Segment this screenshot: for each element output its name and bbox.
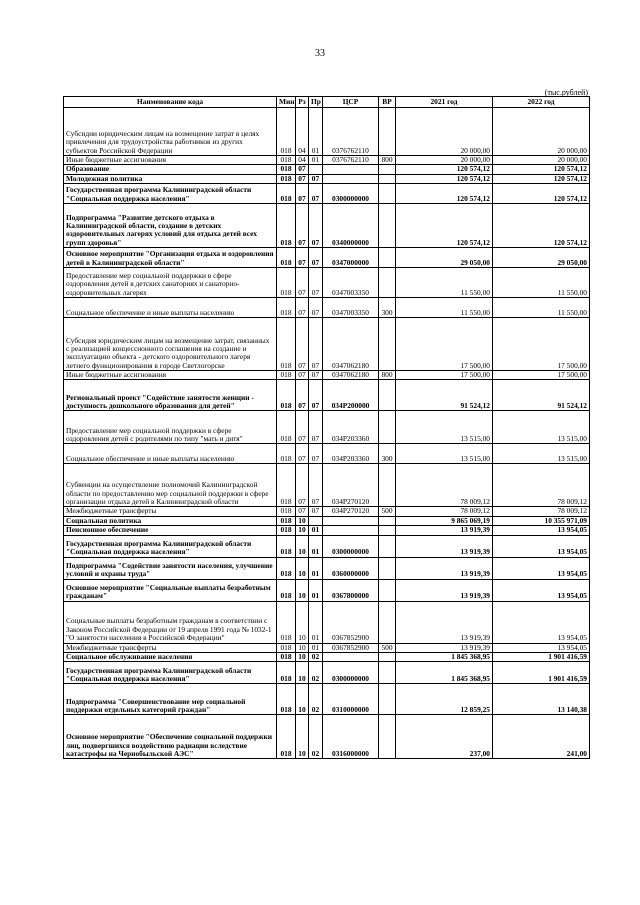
cell-name: Социальная политика <box>64 516 277 525</box>
cell-2021: 11 550,00 <box>396 298 493 318</box>
cell-2021: 12 859,25 <box>396 684 493 715</box>
cell-vr <box>379 204 396 248</box>
header-2022: 2022 год <box>493 97 590 108</box>
cell-pr: 01 <box>309 535 323 557</box>
cell-2022: 17 500,00 <box>493 371 590 380</box>
cell-pr: 01 <box>309 557 323 579</box>
cell-rz: 07 <box>296 444 309 464</box>
cell-2022: 13 515,00 <box>493 444 590 464</box>
table-row <box>64 643 590 652</box>
cell-vr: 500 <box>379 507 396 516</box>
cell-2021: 13 919,39 <box>396 579 493 601</box>
page-number: 33 <box>315 48 325 59</box>
cell-vr <box>379 601 396 643</box>
cell-rz: 04 <box>296 156 309 165</box>
cell-vr <box>379 380 396 411</box>
table-body <box>64 108 590 759</box>
cell-rz: 10 <box>296 535 309 557</box>
cell-min: 018 <box>277 684 296 715</box>
table-row <box>64 108 590 156</box>
cell-2022: 78 009,12 <box>493 507 590 516</box>
cell-vr: 500 <box>379 643 396 652</box>
cell-rz: 07 <box>296 380 309 411</box>
cell-2021: 11 550,00 <box>396 268 493 298</box>
cell-2021: 17 500,00 <box>396 318 493 371</box>
cell-vr <box>379 557 396 579</box>
cell-csr: 0367852900 <box>323 601 379 643</box>
table-row <box>64 165 590 174</box>
table-row <box>64 204 590 248</box>
table-row <box>64 444 590 464</box>
cell-name: Подпрограмма "Содействие занятости населения, улучшение условий и охраны труда" <box>64 557 277 579</box>
cell-pr: 07 <box>309 371 323 380</box>
cell-2022: 13 515,00 <box>493 411 590 444</box>
cell-name: Образование <box>64 165 277 174</box>
cell-rz: 07 <box>296 204 309 248</box>
cell-name: Предоставление мер социальной поддержки в сфере оздоровления детей с родителями по типу "мать и дитя" <box>64 411 277 444</box>
cell-rz: 07 <box>296 464 309 507</box>
cell-rz: 10 <box>296 662 309 684</box>
cell-vr <box>379 248 396 268</box>
cell-rz: 10 <box>296 516 309 525</box>
cell-csr: 0360000000 <box>323 557 379 579</box>
table-row <box>64 174 590 183</box>
cell-pr: 01 <box>309 601 323 643</box>
cell-2021: 78 009,12 <box>396 464 493 507</box>
cell-name: Молодежная политика <box>64 174 277 183</box>
cell-rz: 10 <box>296 526 309 535</box>
cell-rz: 07 <box>296 248 309 268</box>
cell-pr: 02 <box>309 652 323 661</box>
cell-2021: 120 574,12 <box>396 165 493 174</box>
cell-pr: 02 <box>309 715 323 759</box>
cell-min: 018 <box>277 204 296 248</box>
cell-2021: 120 574,12 <box>396 184 493 204</box>
cell-pr: 07 <box>309 411 323 444</box>
cell-rz: 10 <box>296 579 309 601</box>
cell-pr: 02 <box>309 662 323 684</box>
cell-pr: 01 <box>309 643 323 652</box>
cell-csr: 0367800000 <box>323 579 379 601</box>
cell-2022: 120 574,12 <box>493 184 590 204</box>
cell-min: 018 <box>277 601 296 643</box>
table-row <box>64 526 590 535</box>
cell-min: 018 <box>277 652 296 661</box>
header-name: Наименование кода <box>64 97 277 108</box>
table-row <box>64 579 590 601</box>
cell-name: Иные бюджетные ассигнования <box>64 156 277 165</box>
cell-2021: 17 500,00 <box>396 371 493 380</box>
cell-pr: 02 <box>309 684 323 715</box>
cell-csr: 0340000000 <box>323 204 379 248</box>
table-row <box>64 298 590 318</box>
cell-min: 018 <box>277 184 296 204</box>
cell-pr <box>309 165 323 174</box>
cell-vr <box>379 535 396 557</box>
cell-csr: 034P270120 <box>323 507 379 516</box>
cell-2022: 29 050,00 <box>493 248 590 268</box>
cell-min: 018 <box>277 535 296 557</box>
cell-min: 018 <box>277 380 296 411</box>
table-row <box>64 662 590 684</box>
cell-name: Иные бюджетные ассигнования <box>64 371 277 380</box>
cell-2021: 20 000,00 <box>396 108 493 156</box>
cell-name: Субсидия юридическим лицам на возмещение затрат, связанных с реализацией концессионного соглашения на создание и эксплуатацию объекта - детского оздоровительного лагеря летнего функционирования в городе Светлогорске <box>64 318 277 371</box>
cell-rz: 04 <box>296 108 309 156</box>
cell-rz: 07 <box>296 507 309 516</box>
cell-name: Основное мероприятие "Социальные выплаты безработным гражданам" <box>64 579 277 601</box>
cell-2021: 13 919,39 <box>396 601 493 643</box>
table-row <box>64 557 590 579</box>
cell-name: Региональный проект "Содействие занятости женщин - доступность дошкольного образования для детей" <box>64 380 277 411</box>
cell-name: Государственная программа Калининградской области "Социальная поддержка населения" <box>64 184 277 204</box>
cell-pr: 01 <box>309 108 323 156</box>
cell-2022: 120 574,12 <box>493 174 590 183</box>
cell-min: 018 <box>277 507 296 516</box>
header-vr: ВР <box>379 97 396 108</box>
cell-min: 018 <box>277 526 296 535</box>
cell-min: 018 <box>277 156 296 165</box>
header-2021: 2021 год <box>396 97 493 108</box>
cell-rz: 07 <box>296 184 309 204</box>
header-rz: Рз <box>296 97 309 108</box>
cell-2022: 91 524,12 <box>493 380 590 411</box>
table-row <box>64 652 590 661</box>
cell-min: 018 <box>277 643 296 652</box>
cell-rz: 07 <box>296 174 309 183</box>
cell-name: Социальное обеспечение и иные выплаты населению <box>64 298 277 318</box>
cell-min: 018 <box>277 371 296 380</box>
cell-2022: 13 954,05 <box>493 579 590 601</box>
cell-vr <box>379 268 396 298</box>
cell-csr: 0376762110 <box>323 108 379 156</box>
cell-vr: 800 <box>379 371 396 380</box>
cell-2021: 120 574,12 <box>396 204 493 248</box>
cell-vr <box>379 411 396 444</box>
cell-2021: 9 865 069,19 <box>396 516 493 525</box>
cell-2021: 13 515,00 <box>396 411 493 444</box>
cell-2021: 13 919,39 <box>396 526 493 535</box>
cell-rz: 07 <box>296 268 309 298</box>
cell-min: 018 <box>277 248 296 268</box>
cell-csr: 0376762110 <box>323 156 379 165</box>
cell-pr: 07 <box>309 507 323 516</box>
cell-name: Межбюджетные трансферты <box>64 507 277 516</box>
table-row <box>64 411 590 444</box>
cell-2022: 13 954,05 <box>493 557 590 579</box>
cell-pr: 07 <box>309 174 323 183</box>
cell-2022: 17 500,00 <box>493 318 590 371</box>
cell-vr: 300 <box>379 298 396 318</box>
cell-csr: 034P270120 <box>323 464 379 507</box>
cell-name: Государственная программа Калининградской области "Социальная поддержка населения" <box>64 535 277 557</box>
cell-vr <box>379 715 396 759</box>
cell-csr: 0347062180 <box>323 371 379 380</box>
table-row <box>64 684 590 715</box>
table-row <box>64 464 590 507</box>
cell-2021: 13 919,39 <box>396 535 493 557</box>
table-row <box>64 535 590 557</box>
cell-2022: 20 000,00 <box>493 108 590 156</box>
cell-min: 018 <box>277 557 296 579</box>
cell-name: Подпрограмма "Развитие детского отдыха в Калининградской области, создание в детских оздоровительных лагерях условий для отдыха детей всех групп здоровья" <box>64 204 277 248</box>
cell-min: 018 <box>277 464 296 507</box>
units-note: (тыс.рублей) <box>544 88 588 97</box>
cell-2021: 29 050,00 <box>396 248 493 268</box>
cell-pr: 07 <box>309 298 323 318</box>
cell-min: 018 <box>277 318 296 371</box>
cell-2021: 1 845 368,95 <box>396 662 493 684</box>
cell-min: 018 <box>277 579 296 601</box>
cell-min: 018 <box>277 444 296 464</box>
cell-rz: 07 <box>296 371 309 380</box>
cell-name: Межбюджетные трансферты <box>64 643 277 652</box>
cell-rz: 10 <box>296 557 309 579</box>
cell-2021: 91 524,12 <box>396 380 493 411</box>
cell-name: Предоставление мер социальной поддержки в сфере оздоровления детей в детских санаториях и санаторно-оздоровительных лагерях <box>64 268 277 298</box>
cell-name: Социальные выплаты безработным гражданам в соответствии с Законом Российской Федерации от 19 апреля 1991 года № 1032-1 "О занятости населения в Российской Федерации" <box>64 601 277 643</box>
cell-2021: 13 919,39 <box>396 557 493 579</box>
cell-vr <box>379 318 396 371</box>
cell-pr: 07 <box>309 204 323 248</box>
cell-vr <box>379 579 396 601</box>
cell-csr: 034P203360 <box>323 411 379 444</box>
cell-vr <box>379 662 396 684</box>
cell-rz: 07 <box>296 411 309 444</box>
table-row <box>64 715 590 759</box>
cell-vr <box>379 684 396 715</box>
cell-vr: 300 <box>379 444 396 464</box>
cell-2021: 13 515,00 <box>396 444 493 464</box>
cell-vr <box>379 108 396 156</box>
cell-csr: 0300000000 <box>323 184 379 204</box>
cell-pr: 07 <box>309 444 323 464</box>
cell-min: 018 <box>277 662 296 684</box>
header-pr: Пр <box>309 97 323 108</box>
cell-min: 018 <box>277 411 296 444</box>
cell-pr: 07 <box>309 268 323 298</box>
cell-2022: 13 140,38 <box>493 684 590 715</box>
cell-2022: 241,00 <box>493 715 590 759</box>
cell-name: Подпрограмма "Совершенствование мер социальной поддержки отдельных категорий граждан" <box>64 684 277 715</box>
cell-name: Субвенции на осуществление полномочий Калининградской области по предоставлению мер социальной поддержки в сфере организации отдыха детей в Калининградской области <box>64 464 277 507</box>
cell-min: 018 <box>277 165 296 174</box>
cell-2022: 13 954,05 <box>493 643 590 652</box>
cell-2022: 78 009,12 <box>493 464 590 507</box>
cell-pr: 07 <box>309 248 323 268</box>
cell-pr <box>309 516 323 525</box>
cell-2021: 237,00 <box>396 715 493 759</box>
cell-csr <box>323 174 379 183</box>
table-row <box>64 601 590 643</box>
cell-vr <box>379 652 396 661</box>
cell-vr <box>379 464 396 507</box>
cell-pr: 01 <box>309 579 323 601</box>
cell-name: Основное мероприятие "Организация отдыха и оздоровления детей в Калининградской области" <box>64 248 277 268</box>
cell-csr: 0300000000 <box>323 535 379 557</box>
cell-rz: 10 <box>296 684 309 715</box>
cell-2021: 13 919,39 <box>396 643 493 652</box>
table-row <box>64 371 590 380</box>
cell-2022: 13 954,05 <box>493 526 590 535</box>
cell-csr: 0347003350 <box>323 268 379 298</box>
cell-2022: 11 550,00 <box>493 268 590 298</box>
cell-vr <box>379 516 396 525</box>
cell-csr: 034P203360 <box>323 444 379 464</box>
cell-name: Государственная программа Калининградской области "Социальная поддержка населения" <box>64 662 277 684</box>
cell-pr: 07 <box>309 464 323 507</box>
cell-rz: 10 <box>296 643 309 652</box>
cell-pr: 01 <box>309 156 323 165</box>
cell-2021: 78 009,12 <box>396 507 493 516</box>
cell-2022: 1 901 416,59 <box>493 652 590 661</box>
cell-csr <box>323 652 379 661</box>
cell-csr: 0316000000 <box>323 715 379 759</box>
cell-rz: 10 <box>296 601 309 643</box>
cell-min: 018 <box>277 298 296 318</box>
cell-vr <box>379 526 396 535</box>
cell-csr <box>323 165 379 174</box>
cell-2021: 20 000,00 <box>396 156 493 165</box>
cell-csr: 0310000000 <box>323 684 379 715</box>
cell-2022: 120 574,12 <box>493 165 590 174</box>
header-csr: ЦСР <box>323 97 379 108</box>
cell-pr: 01 <box>309 526 323 535</box>
cell-pr: 07 <box>309 318 323 371</box>
cell-min: 018 <box>277 174 296 183</box>
cell-2021: 1 845 368,95 <box>396 652 493 661</box>
cell-2022: 120 574,12 <box>493 204 590 248</box>
cell-2022: 10 355 971,09 <box>493 516 590 525</box>
cell-csr <box>323 516 379 525</box>
cell-2022: 13 954,05 <box>493 535 590 557</box>
cell-2022: 11 550,00 <box>493 298 590 318</box>
table-row <box>64 156 590 165</box>
cell-2022: 20 000,00 <box>493 156 590 165</box>
cell-2022: 13 954,05 <box>493 601 590 643</box>
cell-vr <box>379 174 396 183</box>
table-row <box>64 268 590 298</box>
cell-min: 018 <box>277 715 296 759</box>
cell-vr <box>379 184 396 204</box>
cell-csr <box>323 526 379 535</box>
cell-csr: 0367852900 <box>323 643 379 652</box>
table-row <box>64 248 590 268</box>
cell-pr: 07 <box>309 184 323 204</box>
cell-csr: 0347062180 <box>323 318 379 371</box>
cell-min: 018 <box>277 516 296 525</box>
cell-rz: 10 <box>296 652 309 661</box>
table-row <box>64 516 590 525</box>
header-min: Мин <box>277 97 296 108</box>
cell-csr: 0347000000 <box>323 248 379 268</box>
cell-min: 018 <box>277 108 296 156</box>
cell-vr <box>379 165 396 174</box>
cell-rz: 10 <box>296 715 309 759</box>
table-header-row <box>64 97 590 108</box>
cell-rz: 07 <box>296 298 309 318</box>
cell-csr: 034P200000 <box>323 380 379 411</box>
budget-table <box>63 96 590 759</box>
cell-rz: 07 <box>296 318 309 371</box>
cell-name: Основное мероприятие "Обеспечение социальной поддержки лиц, подвергшихся воздействию радиации вследствие катастрофы на Чернобыльской АЭС" <box>64 715 277 759</box>
cell-csr: 0300000000 <box>323 662 379 684</box>
cell-name: Пенсионное обеспечение <box>64 526 277 535</box>
cell-name: Социальное обслуживание населения <box>64 652 277 661</box>
cell-csr: 0347003350 <box>323 298 379 318</box>
cell-2022: 1 901 416,59 <box>493 662 590 684</box>
cell-2021: 120 574,12 <box>396 174 493 183</box>
table-row <box>64 184 590 204</box>
cell-rz: 07 <box>296 165 309 174</box>
table-row <box>64 380 590 411</box>
cell-name: Субсидии юридическим лицам на возмещение затрат в целях привлечения для трудоустройства работников из других субъектов Российской Федерации <box>64 108 277 156</box>
table-row <box>64 318 590 371</box>
cell-vr: 800 <box>379 156 396 165</box>
cell-name: Социальное обеспечение и иные выплаты населению <box>64 444 277 464</box>
cell-min: 018 <box>277 268 296 298</box>
table-row <box>64 507 590 516</box>
cell-pr: 07 <box>309 380 323 411</box>
